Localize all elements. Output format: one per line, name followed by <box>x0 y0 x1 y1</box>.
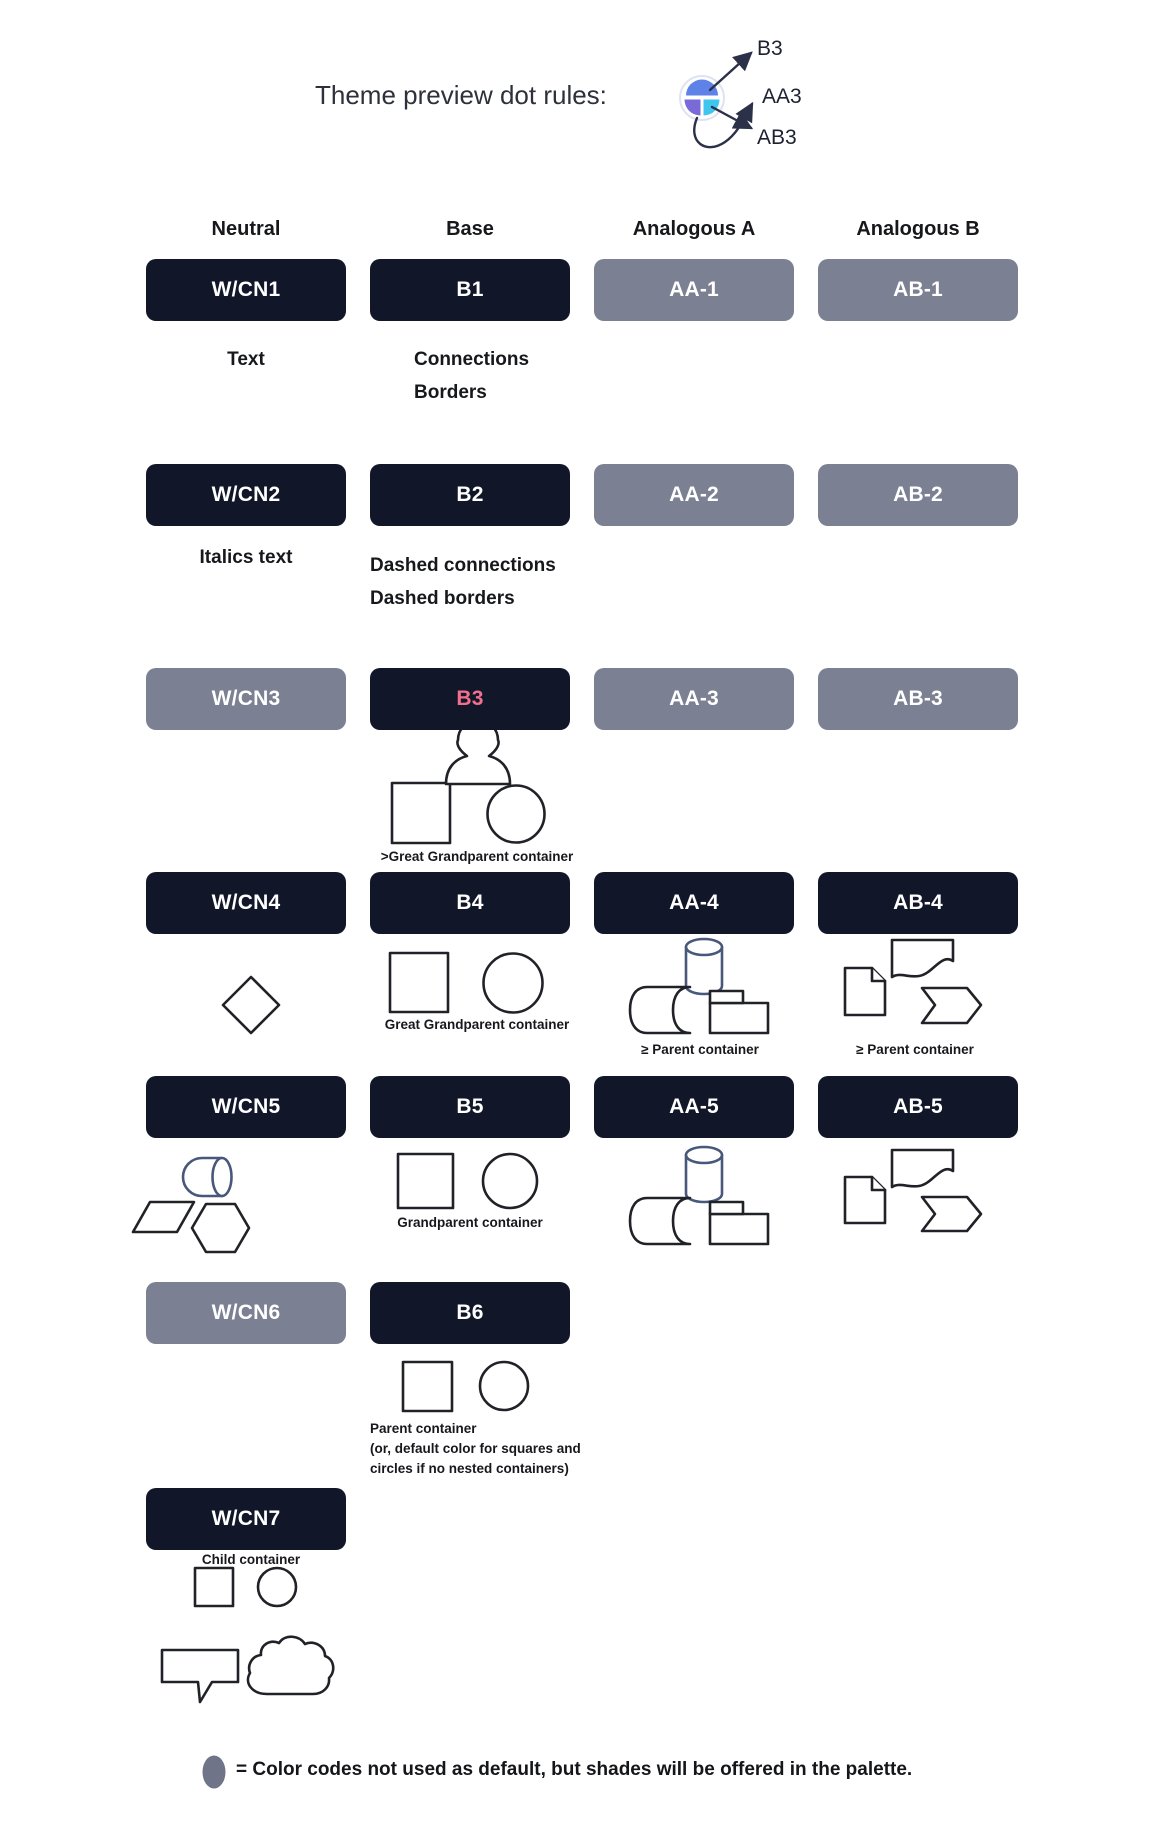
ab4-example-shapes <box>845 940 981 1023</box>
caption-b6-line3: circles if no nested containers) <box>370 1461 569 1476</box>
dot-rule-label-b3: B3 <box>757 37 783 60</box>
swatch-ab5: AB-5 <box>818 1076 1018 1138</box>
speech-bubble-icon <box>162 1650 238 1702</box>
swatch-b5: B5 <box>370 1076 570 1138</box>
caption-wcn1: Text <box>227 349 265 370</box>
caption-b3: >Great Grandparent container <box>380 849 574 864</box>
caption-b6-line1: Parent container <box>370 1421 477 1436</box>
caption-aa4: ≥ Parent container <box>641 1042 759 1057</box>
swatch-wcn6: W/CN6 <box>146 1282 346 1344</box>
wave-card-shape <box>892 940 953 977</box>
legend-text: = Color codes not used as default, but shades will be offered in the palette. <box>236 1759 913 1780</box>
dot-rule-label-ab3: AB3 <box>757 126 797 149</box>
square-shape <box>390 953 448 1012</box>
chevron-shape <box>922 988 981 1023</box>
folder-body <box>710 1214 768 1244</box>
circle-shape <box>258 1568 296 1606</box>
wcn7-example-shapes <box>162 1568 333 1702</box>
circle-shape <box>484 954 543 1013</box>
column-header-neutral: Neutral <box>211 218 281 240</box>
square-shape <box>403 1362 452 1411</box>
document-shape <box>845 1177 885 1223</box>
swatch-ab1: AB-1 <box>818 259 1018 321</box>
column-header-analogous-b: Analogous B <box>856 218 980 240</box>
swatch-b6: B6 <box>370 1282 570 1344</box>
circle-shape <box>480 1362 528 1410</box>
document-fold <box>872 968 885 981</box>
folder-body <box>710 1003 768 1033</box>
caption-b1-line2: Borders <box>414 382 487 403</box>
wcn4-example-shapes <box>223 977 279 1033</box>
folder-tab <box>710 991 743 1003</box>
caption-b6-line2: (or, default color for squares and <box>370 1441 581 1456</box>
cylinder-top <box>686 1147 722 1163</box>
wave-card-shape <box>892 1150 953 1187</box>
caption-b2-line1: Dashed connections <box>370 555 556 576</box>
column-header-base: Base <box>446 218 494 240</box>
swatch-aa2: AA-2 <box>594 464 794 526</box>
caption-wcn7: Child container <box>201 1552 301 1567</box>
b3-example-shapes <box>392 720 545 843</box>
caption-b4: Great Grandparent container <box>384 1017 570 1032</box>
parallelogram-shape <box>133 1202 194 1232</box>
caption-b2 <box>370 549 556 615</box>
swatch-aa5: AA-5 <box>594 1076 794 1138</box>
swatch-wcn1: W/CN1 <box>146 259 346 321</box>
square-shape <box>195 1568 233 1606</box>
folder-tab <box>710 1202 743 1214</box>
stored-data-shape <box>630 1198 690 1244</box>
caption-b2-line2: Dashed borders <box>370 588 515 609</box>
swatch-wcn5: W/CN5 <box>146 1076 346 1138</box>
swatch-b1: B1 <box>370 259 570 321</box>
swatch-ab2: AB-2 <box>818 464 1018 526</box>
square-shape <box>398 1154 453 1208</box>
swatch-b4: B4 <box>370 872 570 934</box>
swatch-aa4: AA-4 <box>594 872 794 934</box>
ab5-example-shapes <box>845 1150 981 1231</box>
swatch-ab3: AB-3 <box>818 668 1018 730</box>
legend-dot-icon <box>203 1756 226 1789</box>
arrow-to-b3 <box>710 53 751 90</box>
b4-example-shapes <box>390 953 543 1013</box>
caption-ab4: ≥ Parent container <box>856 1042 974 1057</box>
caption-b6 <box>370 1419 630 1479</box>
caption-wcn2: Italics text <box>199 547 293 568</box>
swatch-wcn3: W/CN3 <box>146 668 346 730</box>
caption-b1 <box>414 343 529 409</box>
swatch-b2: B2 <box>370 464 570 526</box>
square-shape <box>392 783 450 843</box>
hexagon-shape <box>192 1204 249 1252</box>
stored-data-shape <box>630 987 690 1033</box>
aa4-example-shapes <box>630 939 768 1033</box>
wcn5-example-shapes <box>133 1158 249 1252</box>
b5-example-shapes <box>398 1154 537 1208</box>
dot-rule-label-aa3: AA3 <box>762 85 802 108</box>
swatch-b3: B3 <box>370 668 570 730</box>
b6-example-shapes <box>403 1362 528 1411</box>
circle-shape <box>483 1154 537 1208</box>
horizontal-cylinder-cap <box>213 1158 232 1196</box>
cloud-icon <box>248 1637 333 1694</box>
swatch-aa3: AA-3 <box>594 668 794 730</box>
caption-b5: Grandparent container <box>397 1215 543 1230</box>
diamond-shape <box>223 977 279 1033</box>
chevron-shape <box>922 1197 981 1231</box>
page-title: Theme preview dot rules: <box>315 80 607 110</box>
swatch-wcn4: W/CN4 <box>146 872 346 934</box>
cylinder-top <box>686 939 722 955</box>
swatch-wcn7: W/CN7 <box>146 1488 346 1550</box>
swatch-aa1: AA-1 <box>594 259 794 321</box>
circle-shape <box>488 786 545 843</box>
swatch-ab4: AB-4 <box>818 872 1018 934</box>
swatch-wcn2: W/CN2 <box>146 464 346 526</box>
caption-b1-line1: Connections <box>414 349 530 370</box>
column-header-analogous-a: Analogous A <box>632 218 756 240</box>
aa5-example-shapes <box>630 1147 768 1244</box>
